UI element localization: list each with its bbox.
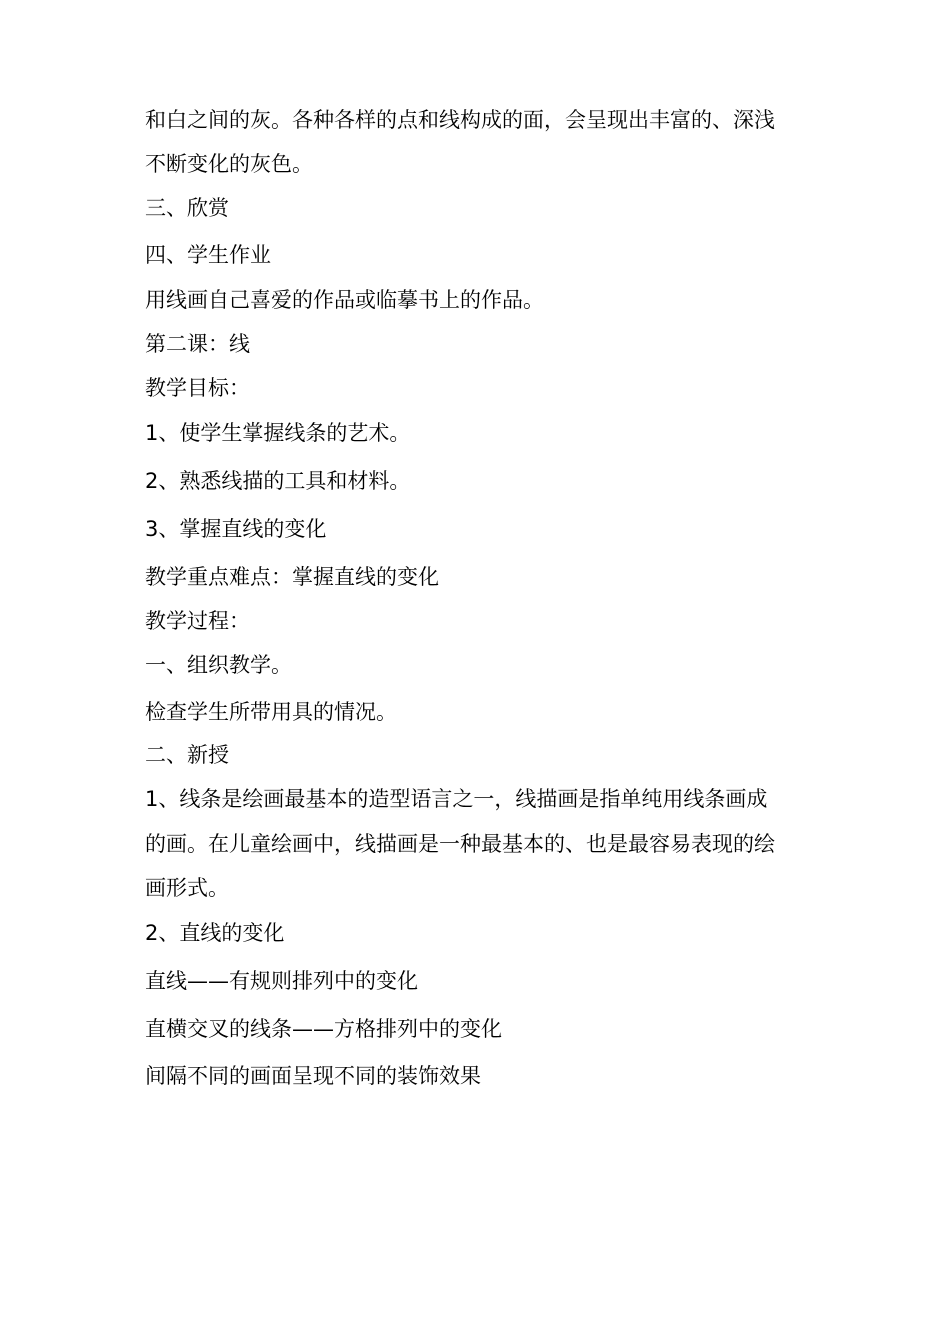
text-line: 和白之间的灰。各种各样的点和线构成的面，会呈现出丰富的、深浅 [145,108,775,132]
list-item: 3、掌握直线的变化 [145,517,327,541]
section-heading: 一、组织教学。 [145,653,292,677]
section-heading: 三、欣赏 [145,196,229,220]
lesson-title: 第二课：线 [145,332,250,356]
list-item: 2、直线的变化 [145,921,285,945]
text-line: 用线画自己喜爱的作品或临摹书上的作品。 [145,288,544,312]
list-item: 2、熟悉线描的工具和材料。 [145,469,411,493]
text-line: 检查学生所带用具的情况。 [145,700,397,724]
text-line: 的画。在儿童绘画中，线描画是一种最基本的、也是最容易表现的绘 [145,832,775,856]
text-line: 间隔不同的画面呈现不同的装饰效果 [145,1064,481,1088]
text-line: 教学重点难点：掌握直线的变化 [145,565,439,589]
section-heading: 二、新授 [145,743,229,767]
section-heading: 四、学生作业 [145,243,271,267]
text-line: 教学目标： [145,376,250,400]
text-line: 画形式。 [145,876,229,900]
text-line: 1、线条是绘画最基本的造型语言之一，线描画是指单纯用线条画成 [145,787,768,811]
text-line: 教学过程： [145,609,250,633]
text-line: 直横交叉的线条——方格排列中的变化 [145,1017,502,1041]
text-line: 不断变化的灰色。 [145,152,313,176]
text-line: 直线——有规则排列中的变化 [145,969,418,993]
list-item: 1、使学生掌握线条的艺术。 [145,421,411,445]
